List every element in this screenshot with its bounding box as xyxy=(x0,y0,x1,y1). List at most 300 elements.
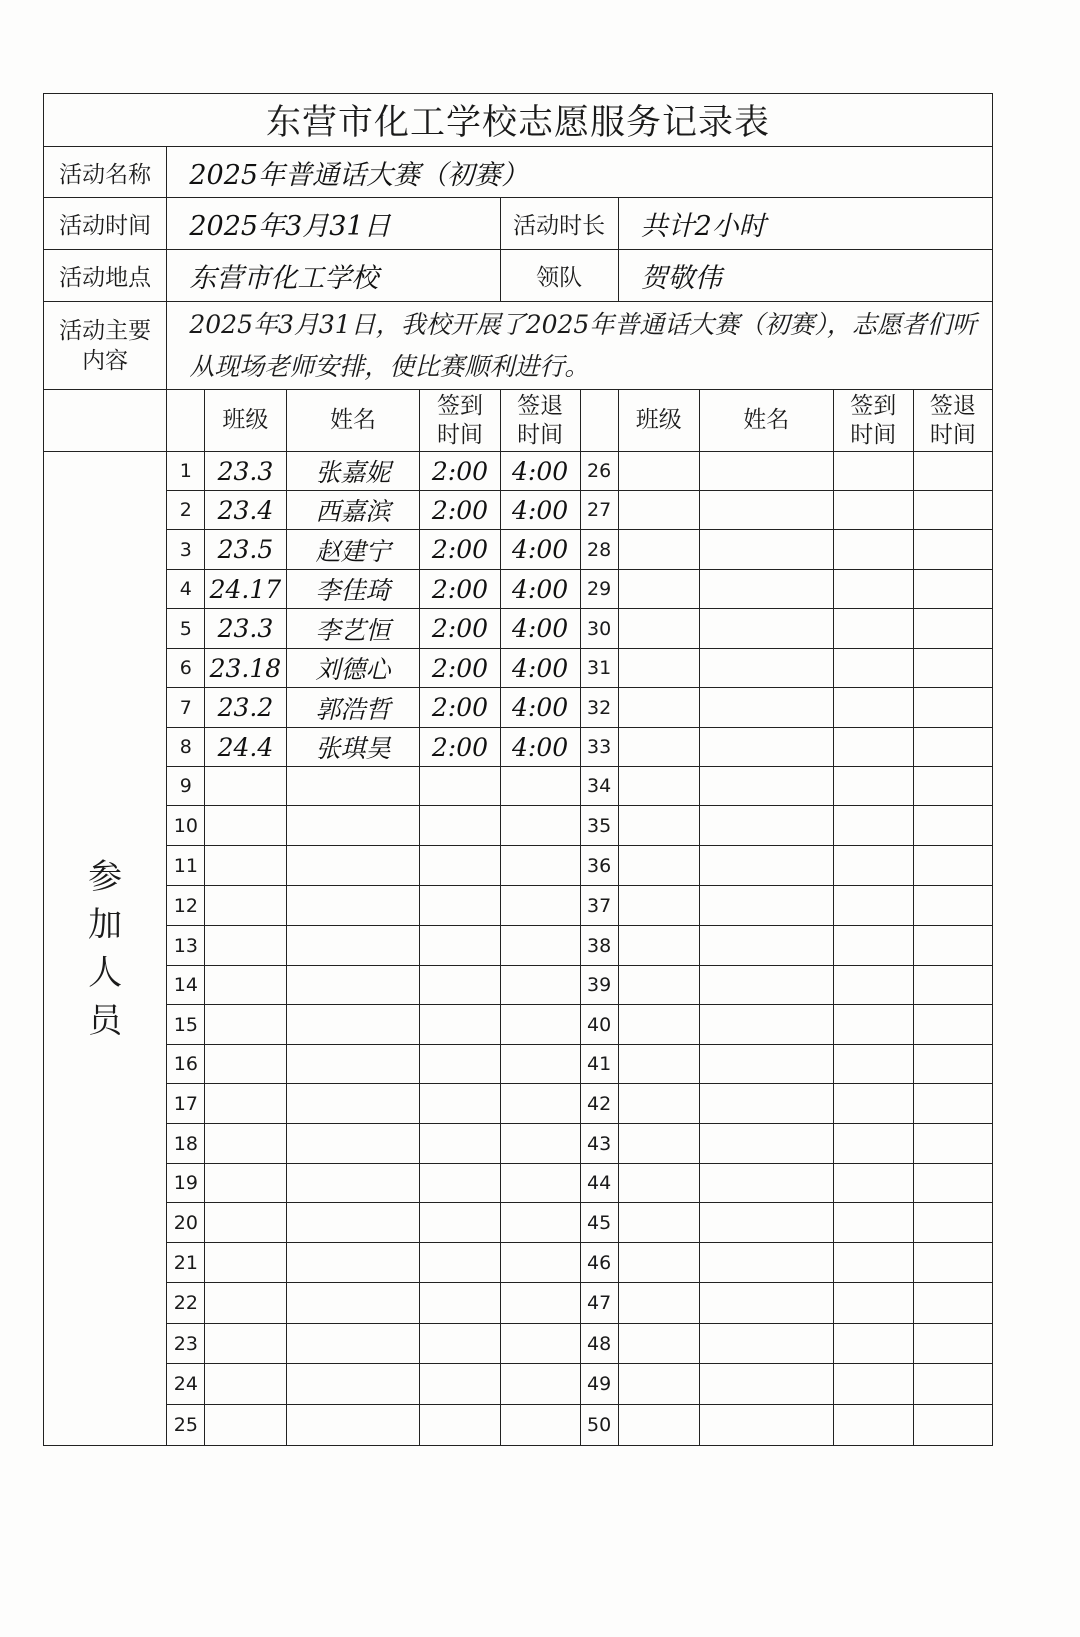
form-title: 东营市化工学校志愿服务记录表 xyxy=(44,94,993,147)
empty-name-cell xyxy=(699,1203,833,1243)
participant-name xyxy=(286,1164,420,1203)
participant-class: 23.3 xyxy=(205,609,286,649)
empty-name-cell xyxy=(699,1324,833,1364)
participant-sign-out: 4:00 xyxy=(500,728,580,767)
empty-signout-cell xyxy=(913,728,992,767)
participant-class: 24.17 xyxy=(205,570,286,609)
row-number-right: 39 xyxy=(580,966,618,1005)
participant-sign-in: 2:00 xyxy=(420,530,500,570)
participant-class xyxy=(205,966,286,1005)
participant-class xyxy=(205,926,286,966)
empty-class-cell xyxy=(618,1243,699,1283)
table-row xyxy=(44,728,993,767)
empty-name-cell xyxy=(699,649,833,688)
participant-sign-in: 2:00 xyxy=(420,491,500,530)
row-number-left: 7 xyxy=(167,688,205,728)
row-number-left: 24 xyxy=(167,1364,205,1405)
empty-signout-cell xyxy=(913,649,992,688)
participant-sign-out: 4:00 xyxy=(500,609,580,649)
row-number-left: 6 xyxy=(167,649,205,688)
row-number-right: 37 xyxy=(580,886,618,926)
empty-class-cell xyxy=(618,452,699,491)
empty-signin-cell xyxy=(833,806,913,846)
participant-sign-out xyxy=(500,846,580,886)
participant-sign-in: 2:00 xyxy=(420,728,500,767)
participant-class xyxy=(205,1005,286,1045)
table-row xyxy=(44,1164,993,1203)
leader-label: 领队 xyxy=(500,250,618,302)
participant-sign-out xyxy=(500,1243,580,1283)
empty-signin-cell xyxy=(833,1243,913,1283)
empty-signout-cell xyxy=(913,1203,992,1243)
row-number-left: 9 xyxy=(167,767,205,806)
row-number-right: 48 xyxy=(580,1324,618,1364)
empty-name-cell xyxy=(699,966,833,1005)
row-number-right: 45 xyxy=(580,1203,618,1243)
participant-sign-in xyxy=(420,1405,500,1446)
row-number-right: 40 xyxy=(580,1005,618,1045)
empty-signin-cell xyxy=(833,649,913,688)
empty-class-cell xyxy=(618,806,699,846)
empty-class-cell xyxy=(618,1084,699,1124)
participants-label xyxy=(44,452,167,1446)
participant-class: 23.2 xyxy=(205,688,286,728)
row-number-right: 46 xyxy=(580,1243,618,1283)
table-row xyxy=(44,1283,993,1324)
participant-class xyxy=(205,1364,286,1405)
empty-signin-cell xyxy=(833,1364,913,1405)
participant-name: 张嘉妮 xyxy=(286,452,420,491)
empty-signin-cell xyxy=(833,846,913,886)
empty-signout-cell xyxy=(913,609,992,649)
table-row xyxy=(44,491,993,530)
activity-duration-value: 共计2小时 xyxy=(618,198,992,250)
table-row xyxy=(44,767,993,806)
empty-signout-cell xyxy=(913,767,992,806)
participant-sign-out xyxy=(500,767,580,806)
activity-place-label: 活动地点 xyxy=(44,250,167,302)
table-row xyxy=(44,1084,993,1124)
participant-class xyxy=(205,886,286,926)
row-number-right: 33 xyxy=(580,728,618,767)
participant-name: 李佳琦 xyxy=(286,570,420,609)
participant-name xyxy=(286,886,420,926)
row-number-right: 42 xyxy=(580,1084,618,1124)
table-row xyxy=(44,1364,993,1405)
empty-signin-cell xyxy=(833,1405,913,1446)
empty-name-cell xyxy=(699,609,833,649)
empty-signin-cell xyxy=(833,1124,913,1164)
participant-name xyxy=(286,1364,420,1405)
participant-sign-in xyxy=(420,806,500,846)
participant-sign-in xyxy=(420,1364,500,1405)
header-number-cell-left xyxy=(167,390,205,452)
empty-class-cell xyxy=(618,1364,699,1405)
empty-signin-cell xyxy=(833,452,913,491)
column-header-name-right: 姓名 xyxy=(699,390,833,452)
empty-name-cell xyxy=(699,767,833,806)
empty-class-cell xyxy=(618,846,699,886)
empty-signout-cell xyxy=(913,1243,992,1283)
header-number-cell-right xyxy=(580,390,618,452)
table-row xyxy=(44,609,993,649)
row-number-right: 50 xyxy=(580,1405,618,1446)
empty-signout-cell xyxy=(913,688,992,728)
participant-class xyxy=(205,1243,286,1283)
row-number-right: 35 xyxy=(580,806,618,846)
column-header-name-left: 姓名 xyxy=(286,390,420,452)
row-number-left: 13 xyxy=(167,926,205,966)
participant-sign-in: 2:00 xyxy=(420,570,500,609)
empty-signin-cell xyxy=(833,688,913,728)
participant-name xyxy=(286,1124,420,1164)
row-number-right: 38 xyxy=(580,926,618,966)
participant-name xyxy=(286,846,420,886)
row-number-left: 4 xyxy=(167,570,205,609)
participant-sign-in xyxy=(420,886,500,926)
leader-value: 贺敬伟 xyxy=(618,250,992,302)
empty-name-cell xyxy=(699,530,833,570)
table-row xyxy=(44,452,993,491)
participant-sign-in xyxy=(420,767,500,806)
row-number-right: 29 xyxy=(580,570,618,609)
participant-name: 赵建宁 xyxy=(286,530,420,570)
empty-class-cell xyxy=(618,609,699,649)
participant-sign-in xyxy=(420,966,500,1005)
row-number-left: 12 xyxy=(167,886,205,926)
empty-signin-cell xyxy=(833,966,913,1005)
participant-name xyxy=(286,1243,420,1283)
table-row xyxy=(44,966,993,1005)
participant-class: 23.4 xyxy=(205,491,286,530)
participant-sign-in xyxy=(420,846,500,886)
empty-signout-cell xyxy=(913,926,992,966)
empty-signin-cell xyxy=(833,530,913,570)
participant-name xyxy=(286,1203,420,1243)
participant-name xyxy=(286,1283,420,1324)
column-header-class-left: 班级 xyxy=(205,390,286,452)
header-blank-cell xyxy=(44,390,167,452)
row-number-right: 36 xyxy=(580,846,618,886)
participant-class xyxy=(205,767,286,806)
participant-sign-in xyxy=(420,926,500,966)
empty-signin-cell xyxy=(833,491,913,530)
table-row xyxy=(44,1005,993,1045)
participant-sign-out xyxy=(500,1124,580,1164)
empty-class-cell xyxy=(618,1005,699,1045)
empty-signout-cell xyxy=(913,530,992,570)
participant-name: 刘德心 xyxy=(286,649,420,688)
table-row xyxy=(44,530,993,570)
empty-name-cell xyxy=(699,1405,833,1446)
empty-class-cell xyxy=(618,570,699,609)
participant-name xyxy=(286,1324,420,1364)
empty-signout-cell xyxy=(913,1324,992,1364)
table-row xyxy=(44,1324,993,1364)
empty-name-cell xyxy=(699,1084,833,1124)
row-number-left: 21 xyxy=(167,1243,205,1283)
row-number-left: 5 xyxy=(167,609,205,649)
participant-sign-out: 4:00 xyxy=(500,530,580,570)
participant-sign-out xyxy=(500,1364,580,1405)
participant-class xyxy=(205,1084,286,1124)
participant-sign-in xyxy=(420,1243,500,1283)
row-number-left: 15 xyxy=(167,1005,205,1045)
participant-sign-out xyxy=(500,966,580,1005)
participant-name xyxy=(286,1005,420,1045)
participant-sign-in xyxy=(420,1084,500,1124)
row-number-right: 30 xyxy=(580,609,618,649)
participant-sign-in: 2:00 xyxy=(420,452,500,491)
empty-name-cell xyxy=(699,1124,833,1164)
participant-class: 23.3 xyxy=(205,452,286,491)
participant-sign-in xyxy=(420,1324,500,1364)
row-number-left: 17 xyxy=(167,1084,205,1124)
table-row xyxy=(44,1203,993,1243)
participant-name: 李艺恒 xyxy=(286,609,420,649)
empty-name-cell xyxy=(699,728,833,767)
participant-name xyxy=(286,966,420,1005)
empty-signin-cell xyxy=(833,1005,913,1045)
empty-signout-cell xyxy=(913,886,992,926)
empty-name-cell xyxy=(699,926,833,966)
empty-name-cell xyxy=(699,846,833,886)
empty-signout-cell xyxy=(913,846,992,886)
empty-class-cell xyxy=(618,886,699,926)
empty-signin-cell xyxy=(833,609,913,649)
empty-class-cell xyxy=(618,491,699,530)
empty-signout-cell xyxy=(913,1164,992,1203)
empty-signout-cell xyxy=(913,966,992,1005)
empty-class-cell xyxy=(618,530,699,570)
participant-sign-in xyxy=(420,1203,500,1243)
row-number-right: 31 xyxy=(580,649,618,688)
empty-signout-cell xyxy=(913,1045,992,1084)
empty-class-cell xyxy=(618,1324,699,1364)
empty-class-cell xyxy=(618,649,699,688)
main-content-label-text: 活动主要内容 xyxy=(59,317,152,374)
participant-sign-in xyxy=(420,1124,500,1164)
empty-signin-cell xyxy=(833,926,913,966)
participant-name: 郭浩哲 xyxy=(286,688,420,728)
participant-sign-out xyxy=(500,1324,580,1364)
row-number-right: 34 xyxy=(580,767,618,806)
signout-text-right: 签退时间 xyxy=(929,392,976,448)
participant-sign-out xyxy=(500,1045,580,1084)
row-number-right: 26 xyxy=(580,452,618,491)
row-number-left: 11 xyxy=(167,846,205,886)
participant-class xyxy=(205,846,286,886)
row-number-left: 10 xyxy=(167,806,205,846)
empty-name-cell xyxy=(699,886,833,926)
participant-sign-out: 4:00 xyxy=(500,491,580,530)
row-number-right: 47 xyxy=(580,1283,618,1324)
participant-sign-in xyxy=(420,1005,500,1045)
participant-sign-out xyxy=(500,1084,580,1124)
empty-signout-cell xyxy=(913,1364,992,1405)
participant-name xyxy=(286,1405,420,1446)
row-number-left: 22 xyxy=(167,1283,205,1324)
empty-name-cell xyxy=(699,1364,833,1405)
participant-sign-in xyxy=(420,1045,500,1084)
row-number-left: 23 xyxy=(167,1324,205,1364)
row-number-right: 32 xyxy=(580,688,618,728)
empty-name-cell xyxy=(699,1045,833,1084)
participant-sign-in: 2:00 xyxy=(420,649,500,688)
table-row xyxy=(44,1405,993,1446)
empty-class-cell xyxy=(618,688,699,728)
table-row xyxy=(44,1243,993,1283)
empty-name-cell xyxy=(699,491,833,530)
participant-sign-out xyxy=(500,1005,580,1045)
participant-class xyxy=(205,1124,286,1164)
empty-signout-cell xyxy=(913,1005,992,1045)
empty-signin-cell xyxy=(833,1283,913,1324)
table-row xyxy=(44,926,993,966)
participant-name xyxy=(286,1084,420,1124)
participant-sign-out xyxy=(500,886,580,926)
participant-class xyxy=(205,806,286,846)
column-header-signin-right xyxy=(833,390,913,452)
row-number-left: 2 xyxy=(167,491,205,530)
participant-name: 张琪昊 xyxy=(286,728,420,767)
participants-label-text: 参加人员 xyxy=(88,856,123,1041)
row-number-left: 16 xyxy=(167,1045,205,1084)
participant-sign-in xyxy=(420,1164,500,1203)
empty-class-cell xyxy=(618,1405,699,1446)
activity-name-label: 活动名称 xyxy=(44,147,167,198)
empty-signin-cell xyxy=(833,1045,913,1084)
empty-name-cell xyxy=(699,806,833,846)
empty-signin-cell xyxy=(833,767,913,806)
participant-name xyxy=(286,926,420,966)
row-number-right: 27 xyxy=(580,491,618,530)
empty-name-cell xyxy=(699,688,833,728)
empty-class-cell xyxy=(618,966,699,1005)
row-number-left: 19 xyxy=(167,1164,205,1203)
table-row xyxy=(44,886,993,926)
volunteer-record-table xyxy=(43,93,993,1446)
empty-name-cell xyxy=(699,570,833,609)
row-number-left: 8 xyxy=(167,728,205,767)
empty-class-cell xyxy=(618,728,699,767)
column-header-class-right: 班级 xyxy=(618,390,699,452)
participant-class: 24.4 xyxy=(205,728,286,767)
activity-duration-label: 活动时长 xyxy=(500,198,618,250)
participant-class xyxy=(205,1203,286,1243)
row-number-left: 20 xyxy=(167,1203,205,1243)
empty-name-cell xyxy=(699,1164,833,1203)
empty-class-cell xyxy=(618,1203,699,1243)
main-content-label xyxy=(44,302,167,390)
participant-sign-out xyxy=(500,1405,580,1446)
main-content-value: 2025年3月31日，我校开展了2025年普通话大赛（初赛），志愿者们听从现场老师安排，使比赛顺利进行。 xyxy=(167,302,993,390)
signin-text-right: 签到时间 xyxy=(850,392,897,448)
column-header-signout-right xyxy=(913,390,992,452)
empty-class-cell xyxy=(618,767,699,806)
empty-signout-cell xyxy=(913,806,992,846)
activity-name-value: 2025年普通话大赛（初赛） xyxy=(167,147,993,198)
column-header-signout-left xyxy=(500,390,580,452)
participant-class: 23.5 xyxy=(205,530,286,570)
empty-class-cell xyxy=(618,1164,699,1203)
empty-signout-cell xyxy=(913,491,992,530)
row-number-left: 14 xyxy=(167,966,205,1005)
participant-sign-out xyxy=(500,1164,580,1203)
empty-signin-cell xyxy=(833,728,913,767)
participant-class: 23.18 xyxy=(205,649,286,688)
empty-name-cell xyxy=(699,1243,833,1283)
signin-text-left: 签到时间 xyxy=(436,392,483,448)
participant-sign-out xyxy=(500,1203,580,1243)
empty-signout-cell xyxy=(913,570,992,609)
participant-sign-out xyxy=(500,1283,580,1324)
empty-signout-cell xyxy=(913,1283,992,1324)
participant-name xyxy=(286,806,420,846)
empty-signin-cell xyxy=(833,1084,913,1124)
participant-sign-in: 2:00 xyxy=(420,688,500,728)
table-row xyxy=(44,1045,993,1084)
empty-class-cell xyxy=(618,1124,699,1164)
empty-signin-cell xyxy=(833,1164,913,1203)
empty-signin-cell xyxy=(833,570,913,609)
empty-signin-cell xyxy=(833,1324,913,1364)
participant-class xyxy=(205,1164,286,1203)
participant-sign-in: 2:00 xyxy=(420,609,500,649)
row-number-left: 1 xyxy=(167,452,205,491)
participant-class xyxy=(205,1283,286,1324)
activity-time-label: 活动时间 xyxy=(44,198,167,250)
empty-class-cell xyxy=(618,1045,699,1084)
signout-text-left: 签退时间 xyxy=(517,392,564,448)
empty-signout-cell xyxy=(913,1124,992,1164)
row-number-left: 3 xyxy=(167,530,205,570)
participant-sign-out: 4:00 xyxy=(500,649,580,688)
row-number-right: 41 xyxy=(580,1045,618,1084)
table-row xyxy=(44,846,993,886)
row-number-right: 43 xyxy=(580,1124,618,1164)
table-row xyxy=(44,806,993,846)
empty-class-cell xyxy=(618,1283,699,1324)
participant-sign-out: 4:00 xyxy=(500,688,580,728)
row-number-left: 25 xyxy=(167,1405,205,1446)
participant-name xyxy=(286,1045,420,1084)
row-number-right: 49 xyxy=(580,1364,618,1405)
participant-sign-out: 4:00 xyxy=(500,570,580,609)
empty-signout-cell xyxy=(913,452,992,491)
activity-time-value: 2025年3月31日 xyxy=(167,198,500,250)
table-row xyxy=(44,649,993,688)
empty-name-cell xyxy=(699,1005,833,1045)
row-number-right: 44 xyxy=(580,1164,618,1203)
participant-sign-out xyxy=(500,806,580,846)
empty-name-cell xyxy=(699,1283,833,1324)
participant-class xyxy=(205,1324,286,1364)
participant-class xyxy=(205,1405,286,1446)
empty-name-cell xyxy=(699,452,833,491)
empty-signout-cell xyxy=(913,1405,992,1446)
participant-sign-out xyxy=(500,926,580,966)
column-header-signin-left xyxy=(420,390,500,452)
participant-sign-in xyxy=(420,1283,500,1324)
table-row xyxy=(44,570,993,609)
row-number-right: 28 xyxy=(580,530,618,570)
empty-class-cell xyxy=(618,926,699,966)
empty-signin-cell xyxy=(833,1203,913,1243)
participant-name: 西嘉滨 xyxy=(286,491,420,530)
row-number-left: 18 xyxy=(167,1124,205,1164)
participant-name xyxy=(286,767,420,806)
